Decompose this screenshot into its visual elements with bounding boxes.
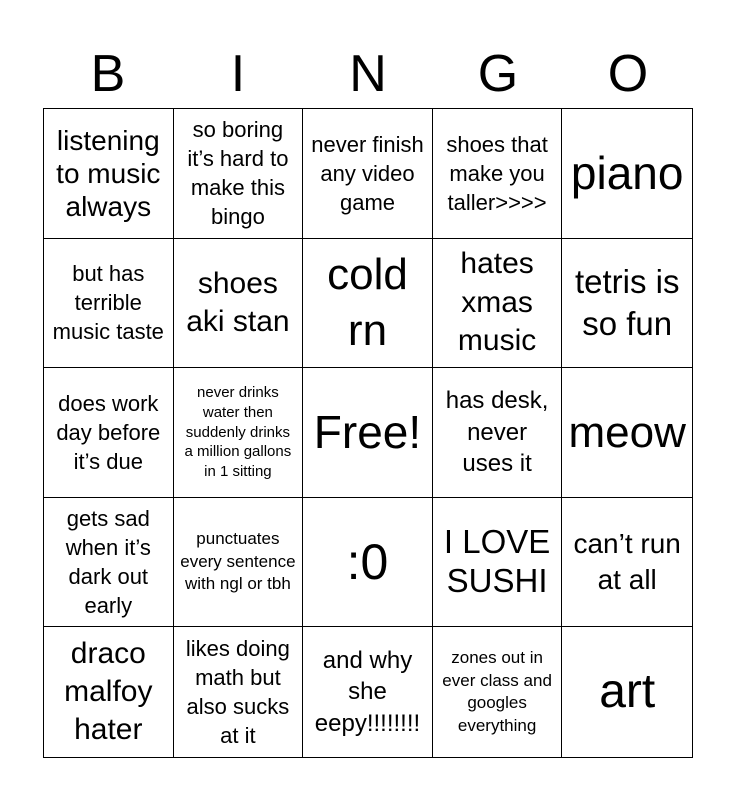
header-letter-g: G [477, 45, 519, 103]
header-letter-i: I [230, 45, 246, 103]
bingo-cell-r3c1[interactable]: does work day before it’s due [44, 368, 174, 498]
bingo-cell-r3c2[interactable]: never drinks water then suddenly drinks a million gallons in 1 sitting [174, 368, 304, 498]
header-letter-b: B [90, 45, 126, 103]
bingo-cell-r5c1[interactable]: draco malfoy hater [44, 627, 174, 757]
bingo-cell-r5c5[interactable]: art [599, 664, 656, 718]
bingo-cell-r5c2[interactable]: likes doing math but also sucks at it [174, 627, 304, 757]
bingo-cell-r3c4[interactable]: has desk, never uses it [433, 368, 563, 498]
bingo-board [43, 108, 693, 758]
bingo-cell-r4c2[interactable]: punctuates every sentence with ngl or tbh [174, 498, 304, 628]
bingo-cell-r5c4[interactable]: zones out in ever class and googles everything [433, 627, 563, 757]
header-letter-o: O [607, 45, 649, 103]
header-letter-n: N [349, 45, 387, 103]
bingo-cell-r2c5[interactable]: tetris is so fun [562, 239, 692, 369]
bingo-cell-r5c3[interactable]: and why she eepy!!!!!!!! [303, 627, 433, 757]
bingo-cell-r1c3[interactable]: never finish any video game [303, 109, 433, 239]
bingo-cell-r2c3[interactable]: cold rn [303, 239, 433, 369]
bingo-cell-r2c2[interactable]: shoes aki stan [174, 239, 304, 369]
bingo-cell-r4c3[interactable]: :0 [303, 498, 433, 628]
bingo-cell-r3c3-free[interactable]: Free! [303, 368, 433, 498]
bingo-cell-r4c5[interactable]: can’t run at all [562, 498, 692, 628]
bingo-cell-r2c1[interactable]: but has terrible music taste [44, 239, 174, 369]
bingo-cell-r2c4[interactable]: hates xmas music [433, 239, 563, 369]
bingo-cell-r4c1[interactable]: gets sad when it’s dark out early [44, 498, 174, 628]
bingo-cell-r1c2[interactable]: so boring it’s hard to make this bingo [174, 109, 304, 239]
bingo-cell-r1c4[interactable]: shoes that make you taller>>>> [433, 109, 563, 239]
bingo-cell-r1c1[interactable]: listening to music always [44, 109, 174, 239]
bingo-header [43, 40, 693, 108]
bingo-cell-r1c5[interactable]: piano [562, 109, 692, 239]
bingo-cell-r4c4[interactable]: I LOVE SUSHI [433, 498, 563, 628]
bingo-cell-r3c5[interactable]: meow [562, 368, 692, 498]
